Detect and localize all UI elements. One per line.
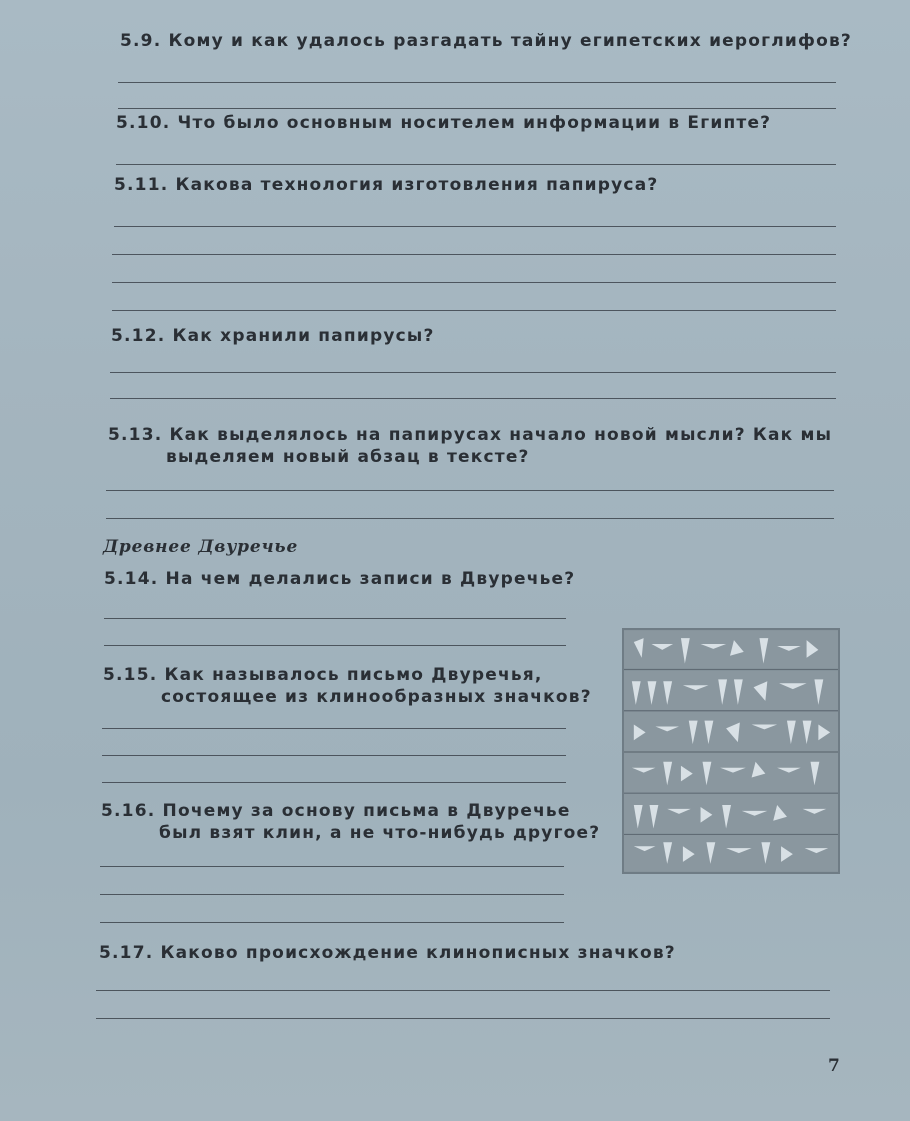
page-number: 7 <box>828 1056 840 1076</box>
answer-line[interactable] <box>112 282 836 283</box>
cuneiform-tablet-image <box>622 628 840 874</box>
answer-line[interactable] <box>114 226 836 227</box>
answer-line[interactable] <box>106 518 834 519</box>
answer-line[interactable] <box>116 164 836 165</box>
answer-line[interactable] <box>102 728 566 729</box>
answer-line[interactable] <box>118 108 836 109</box>
answer-line[interactable] <box>104 618 566 619</box>
answer-line[interactable] <box>100 894 564 895</box>
answer-line[interactable] <box>118 82 836 83</box>
question-5-10: 5.10. Что было основным носителем информации в Египте? <box>116 113 772 133</box>
answer-line[interactable] <box>100 866 564 867</box>
question-5-11: 5.11. Какова технология изготовления папируса? <box>114 175 659 195</box>
answer-line[interactable] <box>102 755 566 756</box>
answer-line[interactable] <box>96 990 830 991</box>
question-5-9: 5.9. Кому и как удалось разгадать тайну египетских иероглифов? <box>120 31 852 51</box>
question-5-13: 5.13. Как выделялось на папирусах начало новой мысли? Как мы выделяем новый абзац в тексте? <box>108 425 833 467</box>
answer-line[interactable] <box>106 490 834 491</box>
answer-line[interactable] <box>104 645 566 646</box>
question-5-12: 5.12. Как хранили папирусы? <box>111 326 435 346</box>
answer-line[interactable] <box>112 310 836 311</box>
question-5-16: 5.16. Почему за основу письма в Двуречье был взят клин, а не что-нибудь другое? <box>101 801 601 843</box>
question-5-15: 5.15. Как называлось письмо Двуречья, состоящее из клинообразных значков? <box>103 665 592 707</box>
section-title: Древнее Двуречье <box>103 537 299 557</box>
answer-line[interactable] <box>96 1018 830 1019</box>
answer-line[interactable] <box>102 782 566 783</box>
answer-line[interactable] <box>100 922 564 923</box>
answer-line[interactable] <box>110 398 836 399</box>
answer-line[interactable] <box>112 254 836 255</box>
answer-line[interactable] <box>110 372 836 373</box>
question-5-14: 5.14. На чем делались записи в Двуречье? <box>104 569 576 589</box>
question-5-17: 5.17. Каково происхождение клинописных значков? <box>99 943 676 963</box>
